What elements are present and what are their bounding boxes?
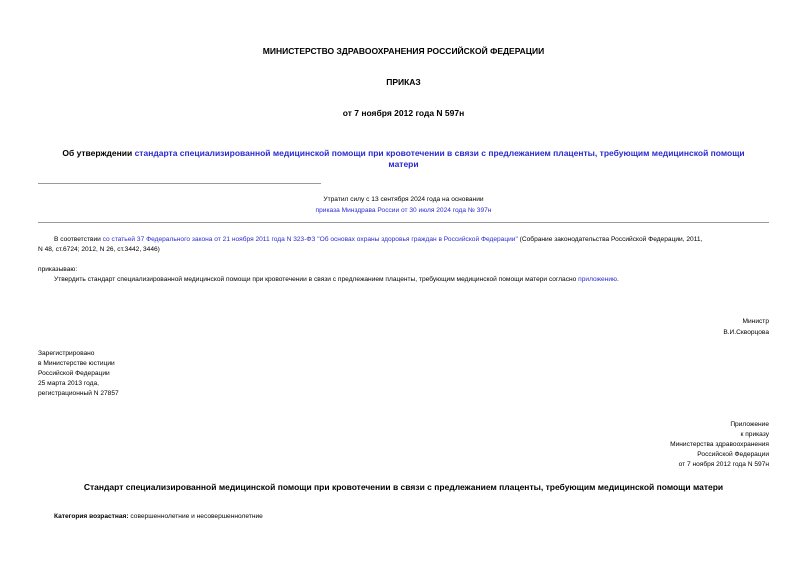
preamble-paragraph [38, 235, 773, 255]
preamble-rest: (Собрание законодательства Российской Федерации, 2011, [517, 236, 703, 243]
status-divider [38, 222, 769, 223]
signature-position: Министр [742, 318, 769, 325]
title-standard-link[interactable]: стандарта специализированной медицинской помощи при кровотечении в связи с предлежанием плаценты, требующим медицинской помощи [134, 148, 745, 158]
age-category-value: совершеннолетние и несовершеннолетние [128, 513, 263, 520]
age-category [54, 512, 263, 522]
preamble-start: В соответствии [54, 236, 103, 243]
registration-line: 25 марта 2013 года, [38, 380, 99, 387]
appendix-link[interactable]: приложению [578, 276, 617, 283]
appendix-ref-line: Российской Федерации [697, 451, 769, 458]
appendix-ref-line: к приказу [740, 431, 769, 438]
age-category-label: Категория возрастная: [54, 513, 129, 520]
federal-law-link[interactable]: со статьей 37 Федерального закона от 21 ноября 2011 года N 323-ФЗ "Об основах охраны здоровья граждан в Российской Федерации" [102, 236, 518, 243]
title-divider [38, 183, 321, 184]
title-standard-link-line2[interactable]: матери [388, 159, 419, 169]
repeal-order-link[interactable]: приказа Минздрава России от 30 июля 2024 года № 397н [315, 207, 492, 214]
ministry-heading: МИНИСТЕРСТВО ЗДРАВООХРАНЕНИЯ РОССИЙСКОЙ ФЕДЕРАЦИИ [262, 46, 545, 56]
order-date-number: от 7 ноября 2012 года N 597н [342, 108, 465, 118]
standard-title: Стандарт специализированной медицинской помощи при кровотечении в связи с предлежанием плаценты, требующим медицинской помощи матери [83, 482, 724, 492]
doc-type-heading: ПРИКАЗ [386, 77, 421, 87]
registration-line: в Министерстве юстиции [38, 360, 115, 367]
order-title [0, 148, 807, 170]
signature-name: В.И.Скворцова [723, 329, 769, 336]
signature-block [723, 317, 769, 338]
appendix-reference-block [670, 420, 769, 470]
title-prefix: Об утверждении [62, 148, 135, 158]
appendix-ref-line: от 7 ноября 2012 года N 597н [678, 461, 769, 468]
order-label: приказываю: [38, 266, 78, 273]
appendix-ref-line: Приложение [730, 421, 769, 428]
validity-status [0, 195, 807, 216]
registration-line: Зарегистрировано [38, 350, 95, 357]
order-text-body: Утвердить стандарт специализированной медицинской помощи при кровотечении в связи с предлежанием плаценты, требующим медицинской помощи матери согласно [54, 276, 579, 283]
registration-block [38, 349, 119, 399]
registration-line: Российской Федерации [38, 370, 110, 377]
registration-line: регистрационный N 27857 [38, 390, 119, 397]
order-text [54, 275, 619, 285]
validity-status-text: Утратил силу с 13 сентября 2024 года на основании [323, 196, 484, 203]
order-text-end: . [616, 276, 619, 283]
appendix-ref-line: Министерства здравоохранения [670, 441, 769, 448]
preamble-line2: N 48, ст.6724; 2012, N 26, ст.3442, 3446) [38, 246, 160, 253]
